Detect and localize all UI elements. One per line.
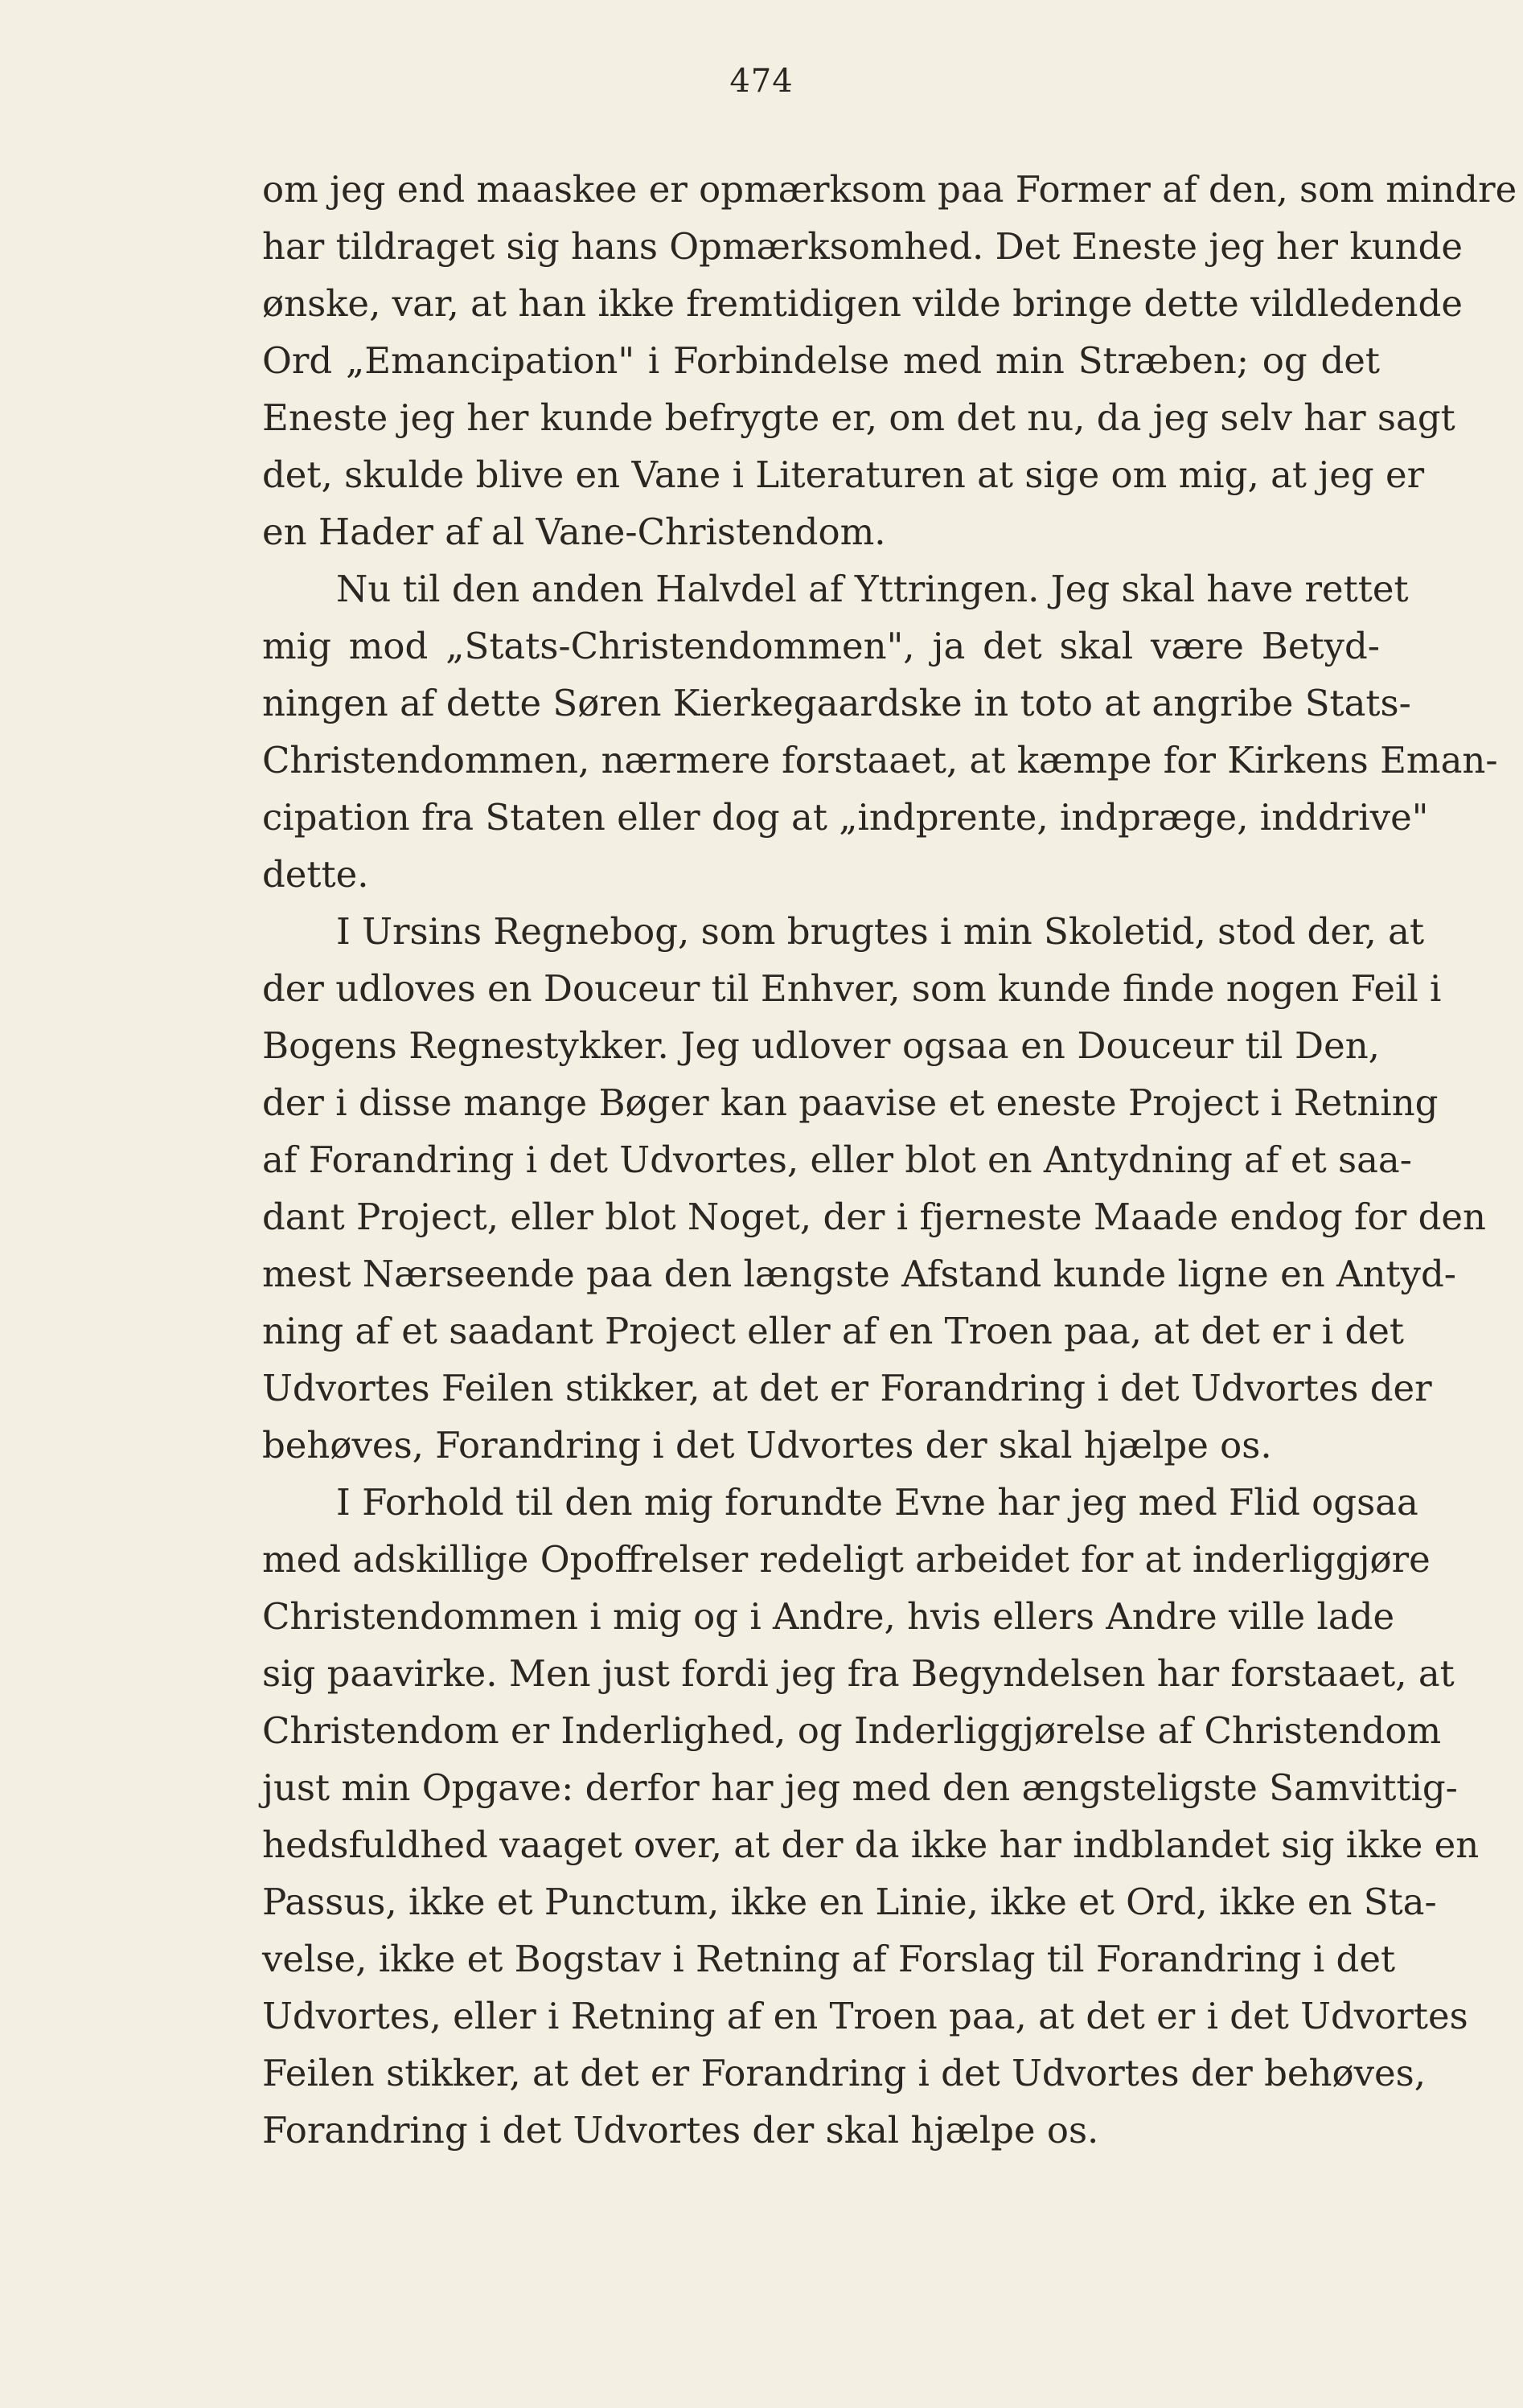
text-line: just min Opgave: derfor har jeg med den ængsteligste Samvittig- bbox=[262, 1766, 1458, 1809]
page-number: 474 bbox=[729, 63, 794, 100]
text-line: ønske, var, at han ikke fremtidigen vilde bringe dette vildledende bbox=[262, 282, 1463, 325]
text-line: sig paavirke. Men just fordi jeg fra Begyndelsen har forstaaet, at bbox=[262, 1652, 1455, 1695]
text-line: behøves, Forandring i det Udvortes der skal hjælpe os. bbox=[262, 1424, 1272, 1467]
text-line: Udvortes Feilen stikker, at det er Forandring i det Udvortes der bbox=[262, 1367, 1432, 1409]
text-line: Eneste jeg her kunde befrygte er, om det nu, da jeg selv har sagt bbox=[262, 396, 1455, 439]
text-line: mest Nærseende paa den længste Afstand kunde ligne en Antyd- bbox=[262, 1253, 1456, 1295]
text-line: mig mod „Stats-Christendommen", ja det skal være Betyd- bbox=[262, 625, 1380, 667]
text-line: Christendommen i mig og i Andre, hvis ellers Andre ville lade bbox=[262, 1595, 1395, 1638]
text-line: af Forandring i det Udvortes, eller blot en Antydning af et saa- bbox=[262, 1138, 1412, 1181]
text-line: Christendom er Inderlighed, og Inderliggjørelse af Christendom bbox=[262, 1709, 1442, 1752]
text-line: Udvortes, eller i Retning af en Troen paa, at det er i det Udvortes bbox=[262, 1995, 1468, 2037]
text-line: cipation fra Staten eller dog at „indprente, indpræge, inddrive" bbox=[262, 796, 1429, 839]
text-line: Forandring i det Udvortes der skal hjælpe os. bbox=[262, 2109, 1099, 2152]
text-line: ningen af dette Søren Kierkegaardske in toto at angribe Stats- bbox=[262, 682, 1411, 724]
text-line: Bogens Regnestykker. Jeg udlover ogsaa en Douceur til Den, bbox=[262, 1024, 1380, 1067]
text-line: ning af et saadant Project eller af en Troen paa, at det er i det bbox=[262, 1310, 1404, 1352]
body-text bbox=[262, 161, 1517, 2159]
text-line: dant Project, eller blot Noget, der i fjerneste Maade endog for den bbox=[262, 1196, 1487, 1238]
text-line: hedsfuldhed vaaget over, at der da ikke har indblandet sig ikke en bbox=[262, 1823, 1480, 1866]
text-line: dette. bbox=[262, 853, 369, 896]
text-line: I Ursins Regnebog, som brugtes i min Skoletid, stod der, at bbox=[336, 910, 1425, 953]
text-line: har tildraget sig hans Opmærksomhed. Det Eneste jeg her kunde bbox=[262, 225, 1463, 268]
text-line: Ord „Emancipation" i Forbindelse med min Stræben; og det bbox=[262, 339, 1380, 382]
text-line: der udloves en Douceur til Enhver, som kunde finde nogen Feil i bbox=[262, 967, 1442, 1010]
text-line: om jeg end maaskee er opmærksom paa Former af den, som mindre bbox=[262, 168, 1517, 211]
text-line: I Forhold til den mig forundte Evne har jeg med Flid ogsaa bbox=[336, 1481, 1418, 1524]
text-line: med adskillige Opoffrelser redeligt arbeidet for at inderliggjøre bbox=[262, 1538, 1431, 1581]
text-line: Nu til den anden Halvdel af Yttringen. Jeg skal have rettet bbox=[336, 568, 1409, 610]
text-line: Christendommen, nærmere forstaaet, at kæmpe for Kirkens Eman- bbox=[262, 739, 1498, 781]
text-line: Passus, ikke et Punctum, ikke en Linie, ikke et Ord, ikke en Sta- bbox=[262, 1881, 1437, 1923]
text-line: velse, ikke et Bogstav i Retning af Forslag til Forandring i det bbox=[262, 1938, 1396, 1980]
text-line: det, skulde blive en Vane i Literaturen at sige om mig, at jeg er bbox=[262, 453, 1425, 496]
text-line: Feilen stikker, at det er Forandring i det Udvortes der behøves, bbox=[262, 2052, 1427, 2094]
text-line: der i disse mange Bøger kan paavise et eneste Project i Retning bbox=[262, 1081, 1439, 1124]
text-line: en Hader af al Vane-Christendom. bbox=[262, 511, 886, 553]
